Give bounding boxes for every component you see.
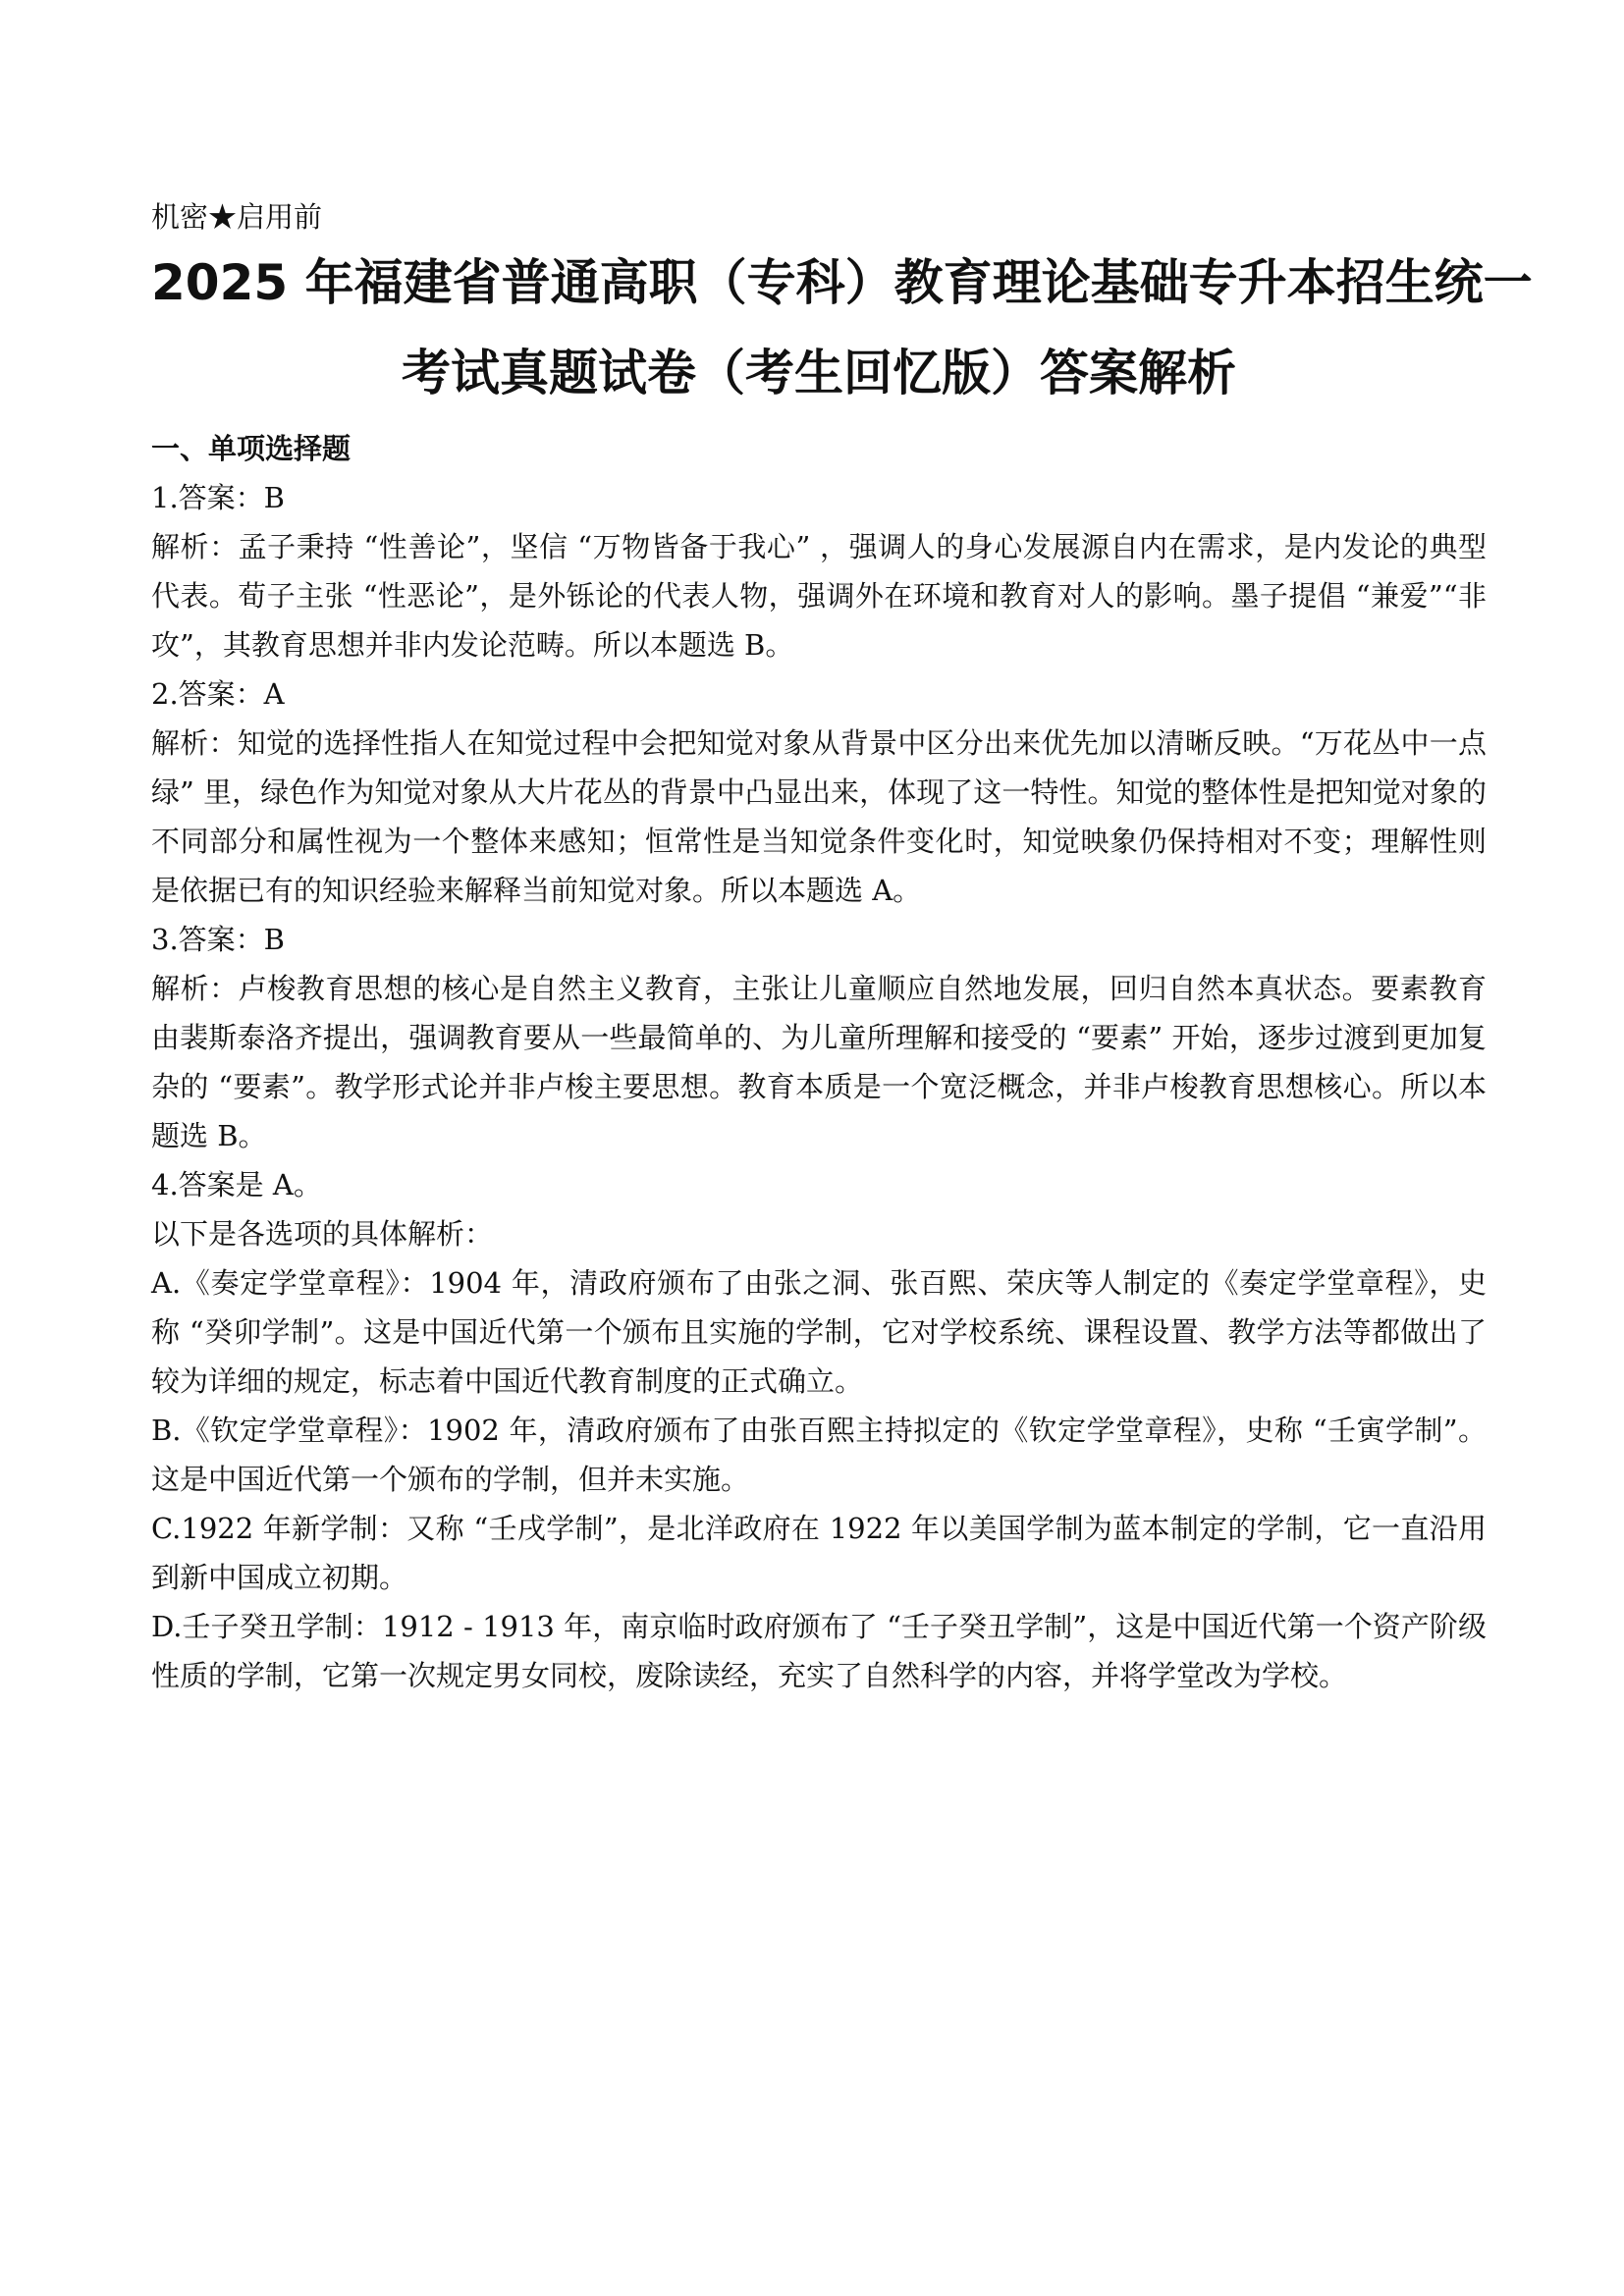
question-4: [151, 1160, 1487, 1700]
confidential-label: 机密★启用前: [151, 200, 323, 234]
option-a-explanation: A.《奏定学堂章程》：1904 年，清政府颁布了由张之洞、张百熙、荣庆等人制定的《奏定学堂章程》，史称 “癸卯学制”。这是中国近代第一个颁布且实施的学制，它对学校系统、课程设置、教学方法等都做出了较为详细的规定，标志着中国近代教育制度的正式确立。: [151, 1266, 1487, 1398]
question-1: [151, 473, 1487, 669]
question-2: [151, 669, 1487, 915]
question-answer: 4.答案是 A。: [151, 1168, 322, 1201]
document-title-line-1: 2025 年福建省普通高职（专科）教育理论基础专升本招生统一: [151, 254, 1533, 311]
question-answer: 3.答案：B: [151, 923, 285, 956]
document-title-line-2: 考试真题试卷（考生回忆版）答案解析: [402, 345, 1236, 401]
question-explanation: 解析：孟子秉持 “性善论”，坚信 “万物皆备于我心” ，强调人的身心发展源自内在需求，是内发论的典型代表。荀子主张 “性恶论”，是外铄论的代表人物，强调外在环境和教育对人的影响。墨子提倡 “兼爱”“非攻”，其教育思想并非内发论范畴。所以本题选 B。: [151, 530, 1487, 662]
option-b-explanation: B.《钦定学堂章程》：1902 年，清政府颁布了由张百熙主持拟定的《钦定学堂章程》，史称 “壬寅学制”。这是中国近代第一个颁布的学制，但并未实施。: [151, 1414, 1487, 1496]
question-answer: 2.答案：A: [151, 677, 285, 711]
question-3: [151, 915, 1487, 1160]
question-answer: 1.答案：B: [151, 481, 285, 514]
question-explanation: 解析：知觉的选择性指人在知觉过程中会把知觉对象从背景中区分出来优先加以清晰反映。“万花丛中一点绿” 里，绿色作为知觉对象从大片花丛的背景中凸显出来，体现了这一特性。知觉的整体性是把知觉对象的不同部分和属性视为一个整体来感知；恒常性是当知觉条件变化时，知觉映象仍保持相对不变；理解性则是依据已有的知识经验来解释当前知觉对象。所以本题选 A。: [151, 726, 1487, 907]
option-d-explanation: D.壬子癸丑学制：1912 - 1913 年，南京临时政府颁布了 “壬子癸丑学制”，这是中国近代第一个资产阶级性质的学制，它第一次规定男女同校，废除读经，充实了自然科学的内容，并将学堂改为学校。: [151, 1610, 1487, 1692]
section-heading: 一、单项选择题: [151, 432, 352, 465]
option-c-explanation: C.1922 年新学制：又称 “壬戌学制”，是北洋政府在 1922 年以美国学制为蓝本制定的学制，它一直沿用到新中国成立初期。: [151, 1512, 1487, 1594]
document-page: [151, 192, 1533, 1700]
question-explanation: 解析：卢梭教育思想的核心是自然主义教育，主张让儿童顺应自然地发展，回归自然本真状态。要素教育由裴斯泰洛齐提出，强调教育要从一些最简单的、为儿童所理解和接受的 “要素” 开始，逐步过渡到更加复杂的 “要素”。教学形式论并非卢梭主要思想。教育本质是一个宽泛概念，并非卢梭教育思想核心。所以本题选 B。: [151, 972, 1487, 1152]
explanation-intro: 以下是各选项的具体解析：: [151, 1217, 494, 1251]
